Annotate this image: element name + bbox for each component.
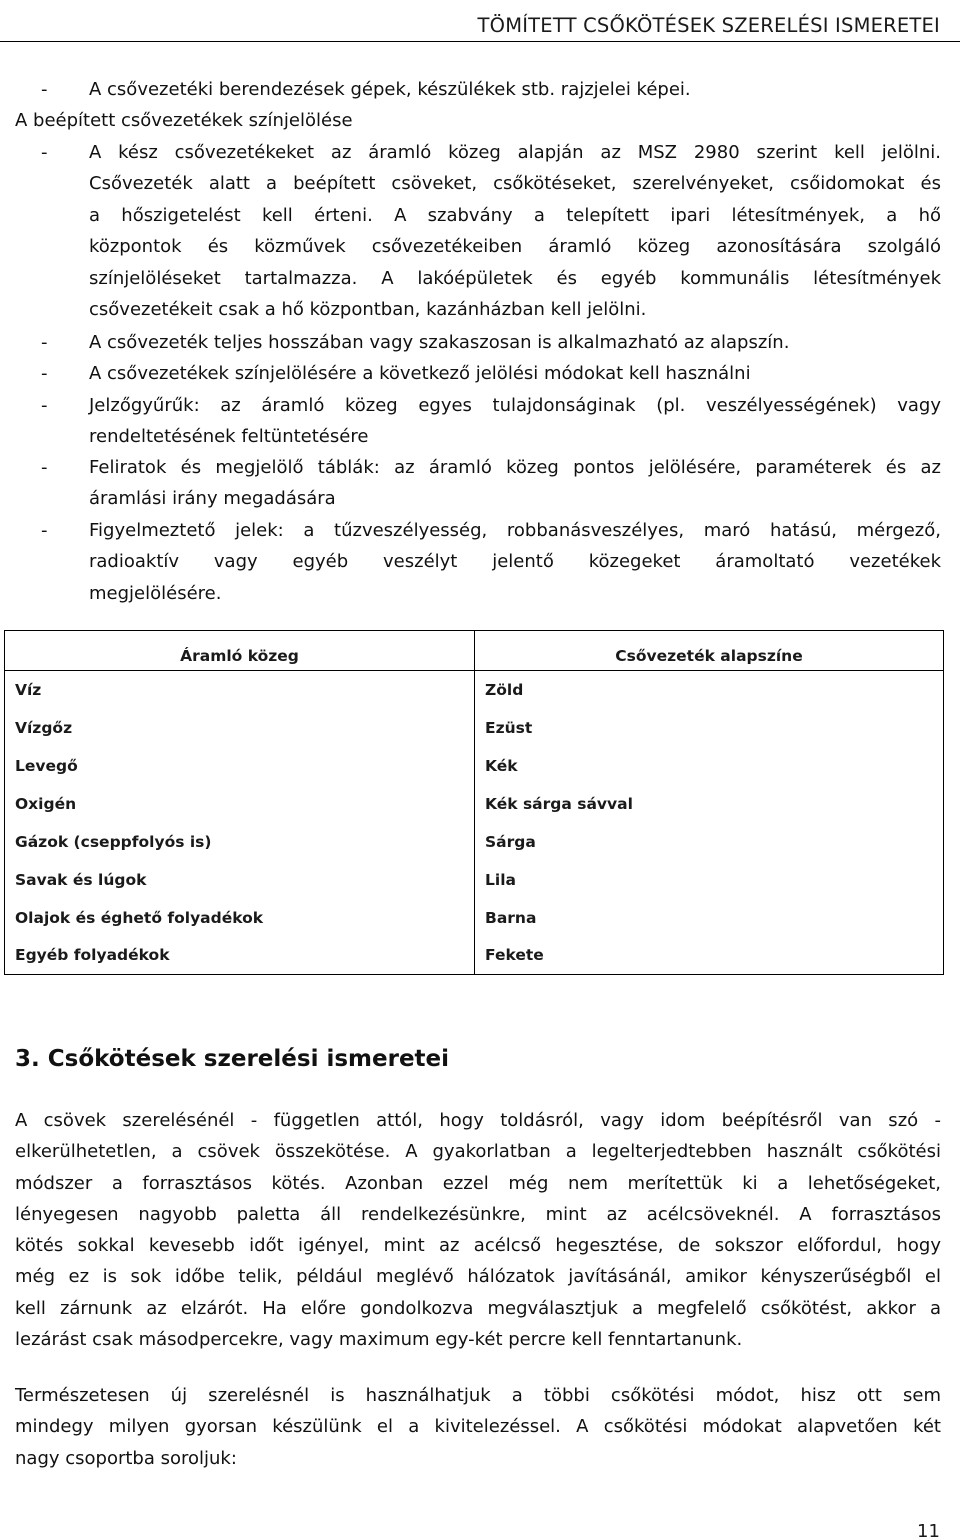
table-cell: Barna: [475, 899, 944, 937]
pipe-color-table: [4, 630, 944, 975]
list-item-line: csővezetékeit csak a hő központban, kazánházban kell jelölni.: [89, 299, 647, 321]
table-header-row: [5, 631, 944, 671]
paragraph-line: A csövek szerelésénél - független attól, hogy toldásról, vagy idom beépítésről van szó -: [15, 1110, 941, 1131]
table-cell: Víz: [15, 680, 42, 699]
list-item-line: áramlási irány megadására: [89, 488, 336, 510]
subheading: A beépített csővezetékek színjelölése: [15, 110, 353, 131]
list-dash: -: [41, 395, 48, 416]
table-row: [5, 937, 944, 975]
page-number: 11: [917, 1521, 940, 1540]
header-title: TÖMÍTETT CSŐKÖTÉSEK SZERELÉSI ISMERETEI: [477, 14, 940, 37]
table-row: [5, 785, 944, 823]
paragraph-line: módszer a forrasztásos kötés. Azonban ezzel még nem merítettük ki a lehetőségeket,: [15, 1172, 941, 1194]
paragraph-line: elkerülhetetlen, a csövek összekötése. A gyakorlatban a legelterjedtebben használt csőkötési: [15, 1141, 941, 1163]
list-item-line: A csővezeték teljes hosszában vagy szakaszosan is alkalmazható az alapszín.: [89, 332, 790, 353]
list-dash: -: [41, 457, 48, 478]
paragraph-line: lezárást csak másodpercekre, vagy maximum egy-két percre kell fenntartanunk.: [15, 1329, 743, 1351]
table-row: [5, 747, 944, 785]
table-row: [5, 709, 944, 747]
list-item-line: megjelölésére.: [89, 582, 222, 604]
list-item: [89, 358, 941, 389]
list-item-line: A kész csővezetékeket az áramló közeg alapján az MSZ 2980 szerint kell jelölni.: [89, 142, 941, 163]
list-item-line: radioaktív vagy egyéb veszélyt jelentő közegeket áramoltató vezetékek: [89, 551, 941, 573]
list-item: [89, 327, 941, 358]
table-cell: Sárga: [475, 823, 944, 861]
section-title: 3. Csőkötések szerelési ismeretei: [15, 1046, 450, 1072]
paragraph-line: mindegy milyen gyorsan készülünk el a kivitelezéssel. A csőkötési módokat alapvetően két: [15, 1416, 941, 1438]
body-paragraph: [15, 1380, 941, 1474]
list-item: [89, 137, 941, 325]
table-cell: Kék: [475, 747, 944, 785]
table-cell: Gázok (cseppfolyós is): [15, 832, 212, 851]
table-cell: Vízgőz: [15, 718, 73, 737]
list-dash: -: [41, 520, 48, 541]
list-item-line: a hőszigetelést kell érteni. A szabvány a telepített ipari létesítmények, a hő: [89, 204, 941, 226]
list-item-line: Csővezeték alatt a beépített csöveket, csőkötéseket, szerelvényeket, csőidomokat és: [89, 173, 941, 195]
paragraph-line: kötés sokkal kevesebb időt igényel, mint az acélcső hegesztése, de sokszor előfordul, hogy: [15, 1235, 941, 1257]
list-dash: -: [41, 142, 48, 163]
list-dash: -: [41, 79, 48, 100]
table-cell: Zöld: [475, 671, 944, 709]
body-paragraph: [15, 1105, 941, 1355]
list-item: [89, 515, 941, 609]
table-cell: Lila: [475, 861, 944, 899]
list-item-line: Feliratok és megjelölő táblák: az áramló közeg pontos jelölésére, paraméterek és az: [89, 457, 941, 478]
table-cell: Egyéb folyadékok: [15, 946, 170, 965]
list-item-line: Figyelmeztető jelek: a tűzveszélyesség, robbanásveszélyes, maró hatású, mérgező,: [89, 520, 941, 541]
paragraph-line: nagy csoportba soroljuk:: [15, 1447, 237, 1469]
table-cell: Olajok és éghető folyadékok: [15, 908, 264, 927]
list-item: [89, 452, 941, 515]
intro-item: A csővezetéki berendezések gépek, készülékek stb. rajzjelei képei.: [89, 79, 691, 100]
table-row: [5, 899, 944, 937]
paragraph-line: lényegesen nagyobb paletta áll rendelkezésünkre, mint az acélcsöveknél. A forrasztásos: [15, 1203, 941, 1225]
list-item-line: központok és közművek csővezetékeiben áramló közeg azonosítására szolgáló: [89, 236, 941, 258]
table-row: [5, 861, 944, 899]
paragraph-line: kell zárnunk az elzárót. Ha előre gondolkozva megválasztjuk a megfelelő csőkötést, akkor a: [15, 1297, 941, 1319]
list-dash: -: [41, 332, 48, 353]
list-item: [89, 390, 941, 453]
table-cell: Fekete: [475, 937, 944, 975]
table-cell: Kék sárga sávval: [475, 785, 944, 823]
paragraph-line: Természetesen új szerelésnél is használhatjuk a többi csőkötési módot, hisz ott sem: [15, 1385, 941, 1406]
table-row: [5, 671, 944, 709]
column-header-medium: Áramló közeg: [5, 631, 475, 671]
paragraph-line: még ez is sok időbe telik, például meglévő hálózatok javításánál, amikor kényszerűségből el: [15, 1266, 941, 1288]
list-item-line: rendeltetésének feltüntetésére: [89, 426, 369, 448]
page-header: [0, 0, 960, 42]
list-dash: -: [41, 363, 48, 384]
table-cell: Savak és lúgok: [15, 870, 147, 889]
list-item-line: Jelzőgyűrűk: az áramló közeg egyes tulajdonságinak (pl. veszélyességének) vagy: [89, 395, 941, 416]
table-row: [5, 823, 944, 861]
list-item-line: színjelöléseket tartalmazza. A lakóépületek és egyéb kommunális létesítmények: [89, 267, 941, 289]
table-cell: Ezüst: [475, 709, 944, 747]
table-cell: Oxigén: [15, 794, 77, 813]
table-cell: Levegő: [15, 756, 78, 775]
list-item-line: A csővezetékek színjelölésére a következő jelölési módokat kell használni: [89, 363, 751, 384]
column-header-color: Csővezeték alapszíne: [475, 631, 944, 671]
